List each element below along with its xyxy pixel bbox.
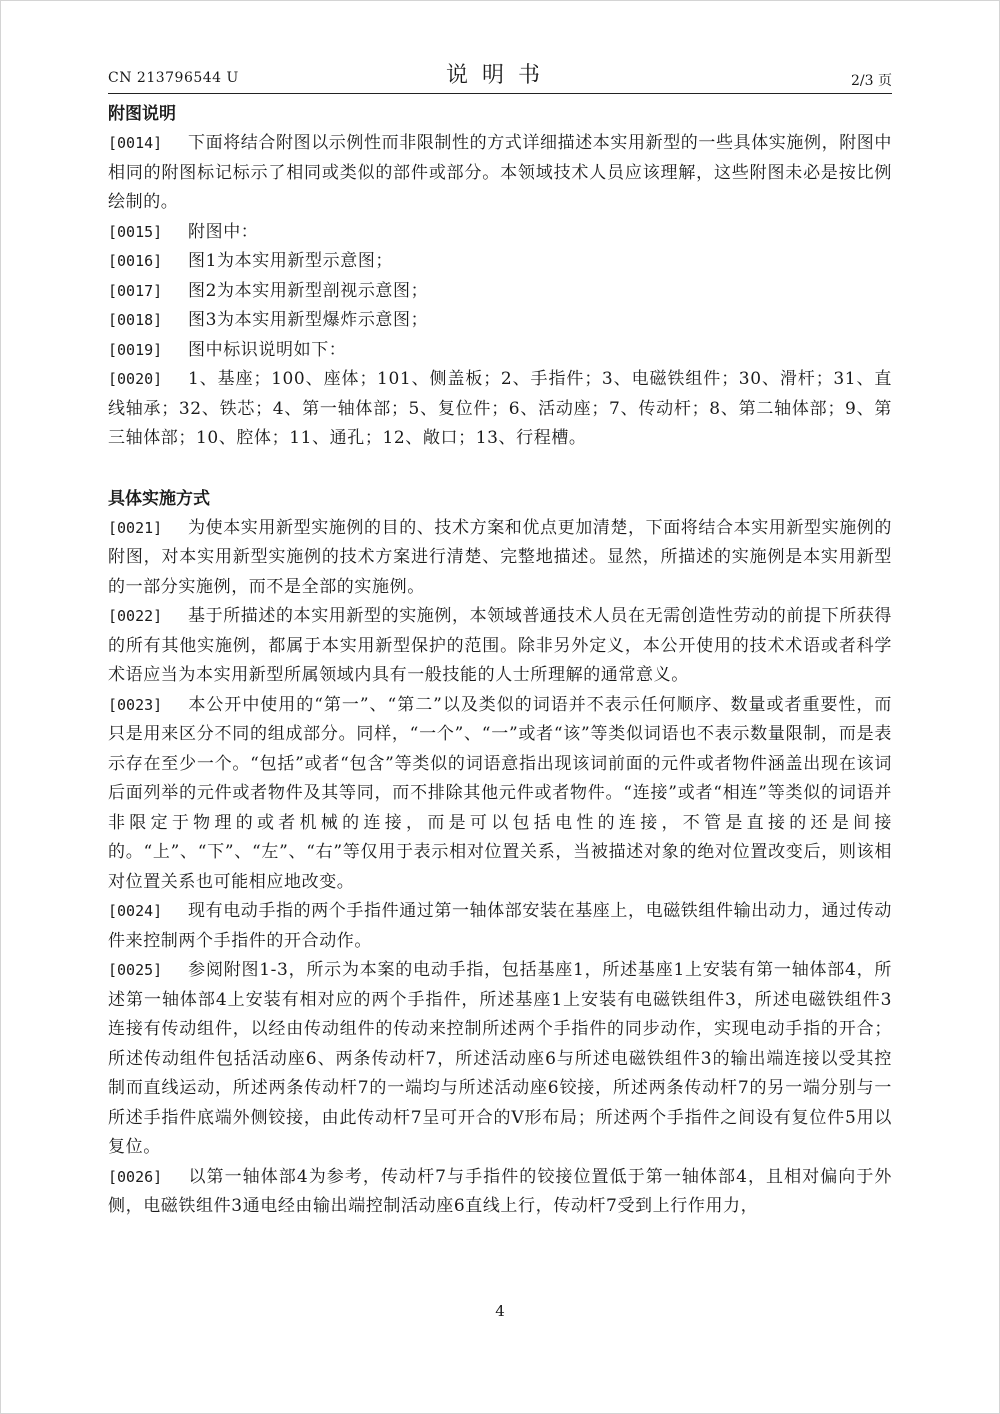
- paragraph-number: [0014]: [108, 134, 163, 152]
- paragraph: [108, 691, 892, 898]
- paragraph-number: [0018]: [108, 311, 163, 329]
- paragraph: [108, 218, 892, 248]
- section-heading: 附图说明: [108, 104, 176, 124]
- paragraph: [108, 129, 892, 218]
- paragraph-text: 基于所描述的本实用新型的实施例，本领域普通技术人员在无需创造性劳动的前提下所获得的所有其他实施例，都属于本实用新型保护的范围。除非另外定义，本公开使用的技术术语或者科学术语应当为本实用新型所属领域内具有一般技能的人士所理解的通常意义。: [108, 606, 892, 685]
- paragraph: [108, 365, 892, 454]
- paragraph-text: 本公开中使用的“第一”、“第二”以及类似的词语并不表示任何顺序、数量或者重要性，而只是用来区分不同的组成部分。同样，“一个”、“一”或者“该”等类似词语也不表示数量限制，而是表示存在至少一个。“包括”或者“包含”等类似的词语意指出现该词前面的元件或者物件涵盖出现在该词后面列举的元件或者物件及其等同，而不排除其他元件或者物件。“连接”或者“相连”等类似的词语并非限定于物理的或者机械的连接，而是可以包括电性的连接，不管是直接的还是间接的。“上”、“下”、“左”、“右”等仅用于表示相对位置关系，当被描述对象的绝对位置改变后，则该相对位置关系也可能相应地改变。: [108, 694, 892, 892]
- paragraph: [108, 1163, 892, 1222]
- paragraph-text: 附图中：: [188, 221, 259, 242]
- page-number: 4: [495, 1302, 505, 1320]
- page-header: [108, 58, 892, 92]
- paragraph: [108, 897, 892, 956]
- paragraph-number: [0023]: [108, 695, 163, 714]
- section-heading: 具体实施方式: [108, 488, 210, 509]
- paragraph-text: 图2为本实用新型剖视示意图；: [188, 280, 429, 301]
- paragraph-number: [0020]: [108, 370, 163, 388]
- paragraph-text: 下面将结合附图以示例性而非限制性的方式详细描述本实用新型的一些具体实施例，附图中相同的附图标记标示了相同或类似的部件或部分。本领域技术人员应该理解，这些附图未必是按比例绘制的。: [108, 133, 892, 212]
- paragraph-number: [0017]: [108, 281, 163, 300]
- paragraph-number: [0024]: [108, 902, 163, 920]
- paragraph-text: 图1为本实用新型示意图；: [188, 251, 394, 271]
- paragraph-number: [0026]: [108, 1167, 163, 1186]
- paragraph-text: 为使本实用新型实施例的目的、技术方案和优点更加清楚，下面将结合本实用新型实施例的附图，对本实用新型实施例的技术方案进行清楚、完整地描述。显然，所描述的实施例是本实用新型的一部分实施例，而不是全部的实施例。: [108, 517, 892, 597]
- paragraph-text: 图中标识说明如下：: [188, 339, 347, 360]
- section-embodiments: [108, 485, 892, 1222]
- paragraph: [108, 247, 892, 277]
- paragraph-number: [0016]: [108, 252, 163, 270]
- page-label: 2/3 页: [851, 73, 892, 89]
- paragraph-number: [0022]: [108, 607, 163, 625]
- paragraph: [108, 956, 892, 1163]
- paragraph: [108, 514, 892, 603]
- header-rule: [108, 93, 892, 94]
- document-title: 说明书: [445, 63, 554, 88]
- paragraph: [108, 306, 892, 336]
- document-body: [108, 100, 892, 1222]
- paragraph-number: [0025]: [108, 961, 163, 979]
- paragraph-text: 图3为本实用新型爆炸示意图；: [188, 310, 429, 330]
- paragraph-number: [0015]: [108, 222, 163, 241]
- paragraph: [108, 336, 892, 366]
- paragraph-number: [0021]: [108, 518, 163, 537]
- paragraph-text: 1、基座；100、座体；101、侧盖板；2、手指件；3、电磁铁组件；30、滑杆；31、直线轴承；32、铁芯；4、第一轴体部；5、复位件；6、活动座；7、传动杆；8、第二轴体部；9、第三轴体部；10、腔体；11、通孔；12、敞口；13、行程槽。: [108, 369, 892, 448]
- patent-number: CN 213796544 U: [108, 70, 239, 86]
- paragraph-text: 以第一轴体部4为参考，传动杆7与手指件的铰接位置低于第一轴体部4，且相对偏向于外侧，电磁铁组件3通电经由输出端控制活动座6直线上行，传动杆7受到上行作用力，: [108, 1166, 892, 1216]
- paragraph-number: [0019]: [108, 340, 163, 359]
- paragraph: [108, 602, 892, 691]
- paragraph-text: 现有电动手指的两个手指件通过第一轴体部安装在基座上，电磁铁组件输出动力，通过传动件来控制两个手指件的开合动作。: [108, 901, 892, 951]
- paragraph: [108, 277, 892, 307]
- section-drawings: [108, 100, 892, 454]
- paragraph-text: 参阅附图1-3，所示为本案的电动手指，包括基座1，所述基座1上安装有第一轴体部4，所述第一轴体部4上安装有相对应的两个手指件，所述基座1上安装有电磁铁组件3，所述电磁铁组件3连接有传动组件，以经由传动组件的传动来控制所述两个手指件的同步动作，实现电动手指的开合；所述传动组件包括活动座6、两条传动杆7，所述活动座6与所述电磁铁组件3的输出端连接以受其控制而直线运动，所述两条传动杆7的一端均与所述活动座6铰接，所述两条传动杆7的另一端分别与一所述手指件底端外侧铰接，由此传动杆7呈可开合的V形布局；所述两个手指件之间设有复位件5用以复位。: [108, 960, 892, 1157]
